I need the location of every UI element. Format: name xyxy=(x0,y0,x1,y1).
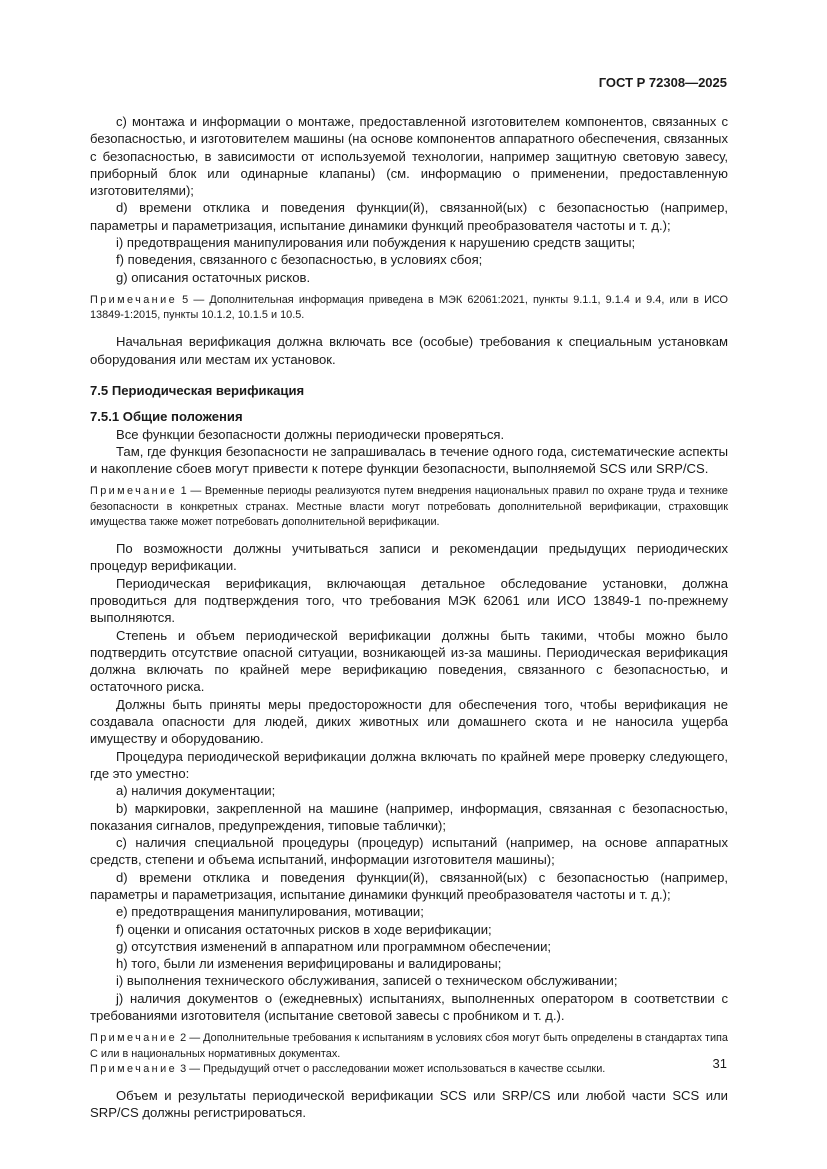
note-label: Примечание xyxy=(90,293,178,306)
document-header: ГОСТ Р 72308—2025 xyxy=(598,75,727,90)
note-3 xyxy=(90,1062,728,1077)
list-item: f) оценки и описания остаточных рисков в ходе верификации; xyxy=(116,921,492,937)
note-5 xyxy=(90,293,728,323)
paragraph: Степень и объем периодической верификации должны быть такими, чтобы можно было подтвердить отсутствие опасной ситуации, возникающей из-за машины. Периодическая верификация должна включать по крайней мере верификацию поведения, связанного с безопасностью, и остаточного риска. xyxy=(90,627,728,695)
list-item: h) того, были ли изменения верифицированы и валидированы; xyxy=(116,956,502,972)
list-item-f: f) поведения, связанного с безопасностью, в условиях сбоя; xyxy=(116,252,483,268)
list-item-g: g) описания остаточных рисков. xyxy=(116,269,311,285)
list-item: b) маркировки, закрепленной на машине (например, информация, связанная с безопасностью, показания сигналов, предупреждения, типовые таблички); xyxy=(90,800,729,833)
note-label: Примечание xyxy=(90,1062,178,1075)
list-item: g) отсутствия изменений в аппаратном или программном обеспечении; xyxy=(116,938,552,954)
note-1 xyxy=(90,484,728,530)
note-label: Примечание xyxy=(90,485,178,498)
paragraph: Процедура периодической верификации должна включать по крайней мере проверку следующего, где это уместно: xyxy=(90,748,728,781)
list-item: a) наличия документации; xyxy=(116,783,276,799)
paragraph: Все функции безопасности должны периодически проверяться. xyxy=(116,426,505,442)
list-item: e) предотвращения манипулирования, мотивации; xyxy=(116,904,424,920)
page-body xyxy=(90,113,728,1122)
section-title: 7.5 Периодическая верификация xyxy=(90,382,305,398)
list-item-d: d) времени отклика и поведения функции(й), связанной(ых) с безопасностью (например, параметры и параметризация, испытание динамики функций преобразователя частоты и т. д.); xyxy=(90,200,728,233)
list-item: c) наличия специальной процедуры (процедур) испытаний (например, на основе аппаратных средств, степени и объема испытаний, информации изготовителя машины); xyxy=(90,835,728,868)
note-2 xyxy=(90,1031,728,1061)
note-text: 3 — Предыдущий отчет о расследовании может использоваться в качестве ссылки. xyxy=(177,1062,606,1075)
list-item-i: i) предотвращения манипулирования или побуждения к нарушению средств защиты; xyxy=(116,235,636,251)
list-item: d) времени отклика и поведения функции(й), связанной(ых) с безопасностью (например, параметры и параметризация, испытание динамики функций преобразователя частоты и т. д.); xyxy=(90,869,728,902)
note-text: 2 — Дополнительные требования к испытаниям в условиях сбоя могут быть определены в стандартах типа С или в национальных нормативных документах. xyxy=(90,1032,728,1060)
paragraph: По возможности должны учитываться записи и рекомендации предыдущих периодических процедур верификации. xyxy=(90,541,728,574)
note-label: Примечание xyxy=(90,1032,178,1045)
list-item: i) выполнения технического обслуживания, записей о техническом обслуживании; xyxy=(116,973,618,989)
page-number: 31 xyxy=(712,1056,727,1071)
subsection-title: 7.5.1 Общие положения xyxy=(90,409,243,425)
list-item: j) наличия документов о (ежедневных) испытаниях, выполненных оператором в соответствии с требованиями изготовителя (испытание световой завесы с пробником и т. д.). xyxy=(90,990,728,1024)
initial-verification-paragraph: Начальная верификация должна включать все (особые) требования к специальным установкам оборудования или местам их установок. xyxy=(90,334,728,367)
paragraph: Объем и результаты периодической верификации SCS или SRP/CS или любой части SCS или SRP/CS должны регистрироваться. xyxy=(90,1087,728,1121)
note-text: 1 — Временные периоды реализуются путем внедрения национальных правил по охране труда и технике безопасности в конкретных странах. Местные власти могут потребовать дополнительной верификации, страховщик имущества также может потребовать дополнительной верификации. xyxy=(90,485,728,528)
paragraph: Должны быть приняты меры предосторожности для обеспечения того, чтобы верификация не создавала опасности для людей, диких животных или домашнего скота и не наносила ущерба имуществу и оборудованию. xyxy=(90,696,728,747)
list-item-c: c) монтажа и информации о монтаже, предоставленной изготовителем компонентов, связанных с безопасностью, и изготовителем машины (на основе компонентов аппаратного обеспечения, связанных с безопасностью, в зависимости от используемой технологии, например защитную световую завесу, приборный блок или одинарные клапаны) (см. информацию о применении, предоставленную изготовителями); xyxy=(90,114,728,199)
note-text: 5 — Дополнительная информация приведена в МЭК 62061:2021, пункты 9.1.1, 9.1.4 и 9.4, или в ИСО 13849-1:2015, пункты 10.1.2, 10.1.5 и 10.5. xyxy=(90,293,728,322)
paragraph: Там, где функция безопасности не запрашивалась в течение одного года, систематические аспекты и накопление сбоев могут привести к потере функции безопасности, выполняемой SCS или SRP/CS. xyxy=(90,443,728,477)
paragraph: Периодическая верификация, включающая детальное обследование установки, должна проводиться для подтверждения того, что требования МЭК 62061 или ИСО 13849-1 по-прежнему выполняются. xyxy=(90,575,728,626)
